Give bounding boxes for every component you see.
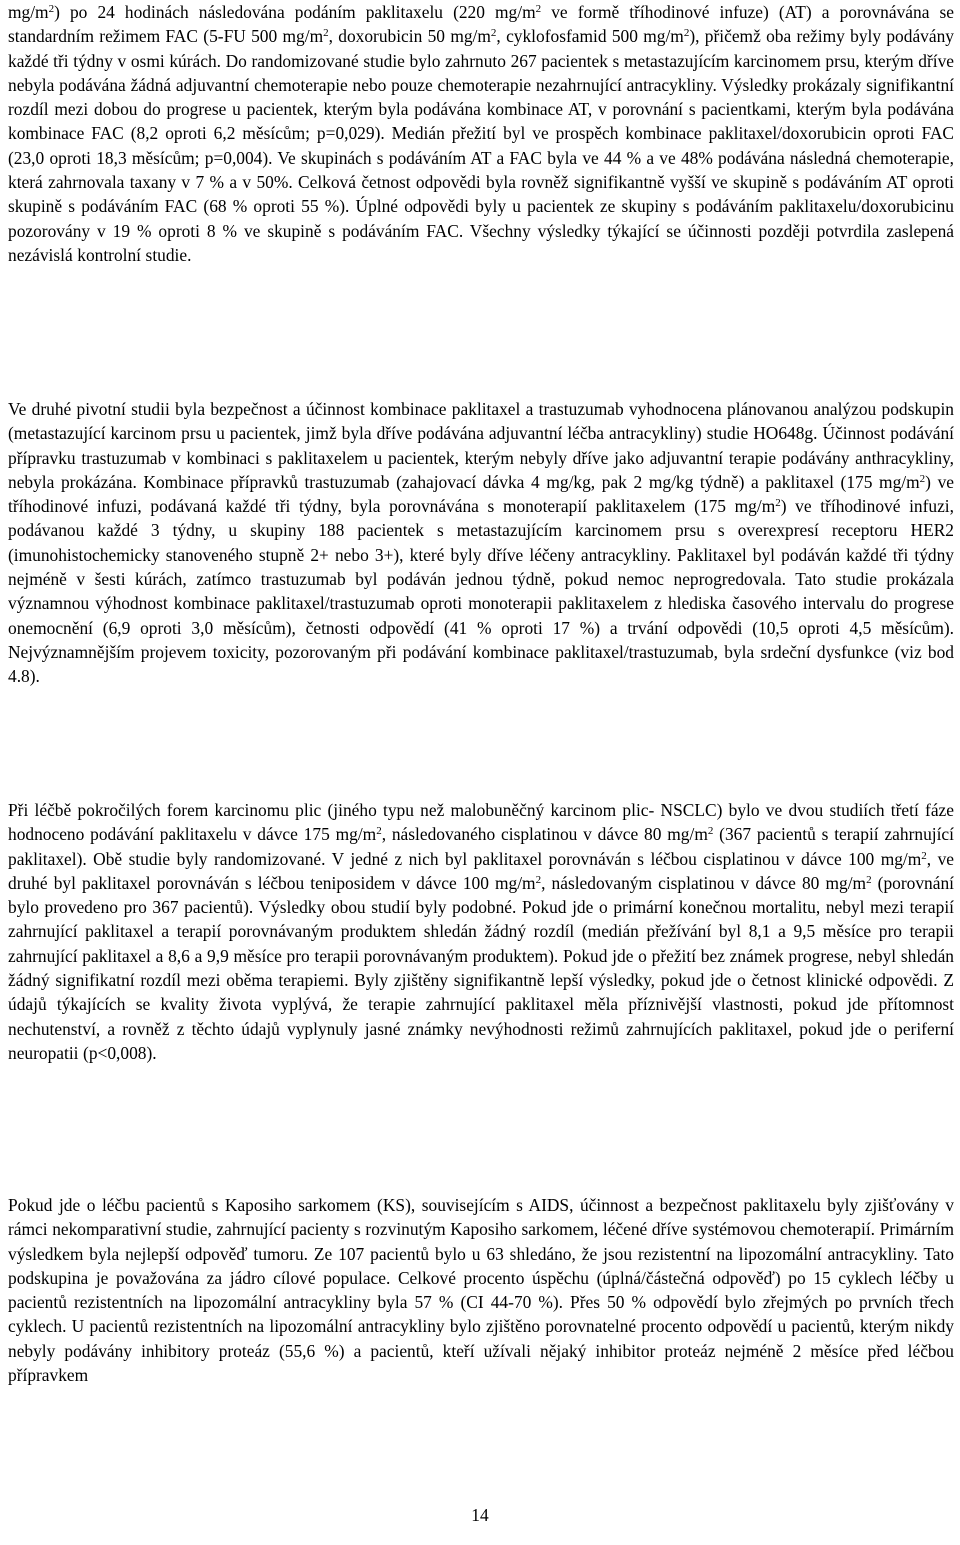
text-run: (porovnání bylo provedeno pro 367 pacientů). Výsledky obou studií byly podobné. Pokud jde o primární konečnou mortalitu, nebyl mezi terapií zahrnující paklitaxel a terapií porovnávaným produktem shledán žádný rozdíl (medián přežívání byl 8,1 a 9,5 měsíce pro terapii zahrnující paklitaxel a 8,6 a 9,9 měsíce pro terapii porovnávaným produktem). Pokud jde o přežití bez známek progrese, nebyl shledán žádný signifikatní rozdíl mezi oběma terapiemi. Byly zjištěny signifikantně lepší výsledky, pokud jde o četnost klinické odpovědi. Z údajů týkajících se kvality života vyplývá, že terapie zahrnující paklitaxel měla příznivější vlastnosti, pokud jde přítomnost nechutenství, a rovněž z těchto údajů vyplynuly jasné známky nevýhodnosti režimů zahrnujících paklitaxel, pokud jde o periferní neuropatii (p<0,008).	[8, 872, 954, 1063]
superscript: 2	[683, 27, 690, 40]
text-run: Při léčbě pokročilých forem karcinomu plic (jiného typu než malobuněčný karcinom plic- NSCLC) bylo ve dvou studiích třetí fáze hodnoceno podávání paklitaxelu v dávce 175 mg/m	[8, 800, 954, 845]
text-run: ) ve tříhodinové infuzi, podávaná každé tři týdny, byla porovnávána s monoterapií paklitaxelem (175 mg/m	[8, 471, 954, 517]
paragraph-kaposi-sarcoma-study	[8, 1193, 954, 1387]
text-run: Pokud jde o léčbu pacientů s Kaposiho sarkomem (KS), souvisejícím s AIDS, účinnost a bezpečnost paklitaxelu byly zjišťovány v rámci nekomparativní studie, zahrnující pacienty s rozvinutým Kaposiho sarkomem, léčené dříve systémovou chemoterapií. Primárním výsledkem byla nejlepší odpověď tumoru. Ze 107 pacientů bylo u 63 shledáno, že jsou rezistentní na lipozomální antracykliny. Tato podskupina je považována za jádro cílové populace. Celkové procento úspěchu (úplná/částečná odpověď) po 15 cyklech léčby u pacientů rezistentních na lipozomální antracykliny byla 57 % (CI 44-70 %). Přes 50 % odpovědí bylo zřejmých po prvních třech cyklech. U pacientů rezistentních na lipozomální antracykliny bylo zjištěno porovnatelné procento odpovědí u pacientů, kterým nikdy nebyly podávány inhibitory proteáz (55,6 %) a pacientů, kteří užívali nějaký inhibitor proteáz nejméně 2 měsíce před léčbou přípravkem	[8, 1195, 954, 1386]
superscript: 2	[490, 27, 497, 40]
superscript: 2	[775, 497, 781, 510]
text-run: ve formě tříhodinové infuze) (AT) a porovnávána se standardním režimem FAC (5-FU 500 mg/m	[8, 2, 954, 47]
superscript: 2	[535, 3, 542, 15]
text-run: ) ve tříhodinové infuzi, podávanou každé 3 týdny, u skupiny 188 pacientek s metastazujícím karcinomem prsu s overexpresí receptoru HER2 (imunohistochemicky stanoveného stupně 2+ nebo 3+), které byly dříve léčeny antracykliny. Paklitaxel byl podáván každé tři týdny nejméně v šesti kúrách, zatímco trastuzumab byl podáván jednou týdně, pokud nemoc neprogredovala. Tato studie prokázala významnou výhodnost kombinace paklitaxel/trastuzumab oproti monoterapii paklitaxelem z hlediska časového intervalu do progrese onemocnění (6,9 oproti 3,0 měsícům), četnosti odpovědí (41 % oproti 17 %) a trvání odpovědi (10,5 oproti 4,5 měsícům). Nejvýznamnějším projevem toxicity, pozorovaným při podávání kombinace paklitaxel/trastuzumab, byla srdeční dysfunkce (viz bod 4.8).	[8, 496, 954, 687]
text-run: , následovaným cisplatinou v dávce 80 mg/m	[541, 872, 867, 893]
superscript: 2	[323, 27, 329, 40]
superscript: 2	[707, 825, 714, 838]
superscript: 2	[866, 873, 872, 886]
superscript: 2	[376, 825, 382, 838]
page-number: 14	[471, 1505, 489, 1525]
text-run: mg/m	[8, 2, 49, 22]
text-run: (367 pacientů s terapií zahrnující paklitaxel). Obě studie byly randomizované. V jedné z nich byl paklitaxel porovnáván s léčbou cisplatinou v dávce 100 mg/m	[8, 824, 954, 869]
text-run: ), přičemž oba režimy byly podávány každé tři týdny v osmi kúrách. Do randomizované studie bylo zahrnuto 267 pacientek s metastazujícím karcinomem prsu, kterým dříve nebyla podávána žádná adjuvantní chemoterapie nebo pouze chemoterapie nezahrnující antracykliny. Výsledky prokázaly signifikantní rozdíl mezi dobou do progrese u pacientek, kterým byla podávána kombinace AT, v porovnání s pacientkami, kterým byla podávána kombinace FAC (8,2 oproti 6,2 měsícům; p=0,029). Medián přežití byl ve prospěch kombinace paklitaxel/doxorubicin oproti FAC (23,0 oproti 18,3 měsícům; p=0,004). Ve skupinách s podáváním AT a FAC byla ve 44 % a ve 48% podávána následná chemoterapie, která zahrnovala taxany v 7 % a v 50%. Celková četnost odpovědi byla rovněž signifikantně vyšší ve skupině s podáváním AT oproti skupině s podáváním FAC (68 % oproti 55 %). Úplné odpovědi byly u pacientek ze skupiny s podáváním paklitaxelu/doxorubicinu pozorovány v 19 % oproti 8 % ve skupině s podáváním FAC. Všechny výsledky týkající se účinnosti později potvrdila zaslepená nezávislá kontrolní studie.	[8, 26, 954, 265]
text-run: Ve druhé pivotní studii byla bezpečnost a účinnost kombinace paklitaxel a trastuzumab vyhodnocena plánovanou analýzou podskupin (metastazující karcinom prsu u pacientek, jimž byla dříve podávána adjuvantní léčba antracykliny) studie HO648g. Účinnost podávání přípravku trastuzumab v kombinaci s paklitaxelem u pacientek, kterým nebyly dříve jako adjuvantní terapie podávány anthracykliny, nebyla prokázána. Kombinace přípravků trastuzumab (zahajovací dávka 4 mg/kg, pak 2 mg/kg týdně) a paklitaxel (175 mg/m	[8, 399, 954, 492]
superscript: 2	[48, 3, 55, 15]
superscript: 2	[919, 472, 926, 485]
paragraph-trastuzumab-study	[8, 397, 954, 689]
paragraph-breast-cancer-at-vs-fac	[8, 0, 954, 267]
superscript: 2	[535, 873, 542, 886]
text-run: , cyklofosfamid 500 mg/m	[496, 26, 684, 47]
text-run: , následovaného cisplatinou v dávce 80 mg/m	[381, 824, 708, 845]
text-run: , doxorubicin 50 mg/m	[328, 26, 491, 47]
superscript: 2	[921, 849, 927, 862]
text-run: , ve druhé byl paklitaxel porovnáván s léčbou teniposidem v dávce 100 mg/m	[8, 848, 954, 893]
text-run: ) po 24 hodinách následována podáním paklitaxelu (220 mg/m	[54, 2, 536, 22]
paragraph-nsclc-studies	[8, 798, 954, 1065]
